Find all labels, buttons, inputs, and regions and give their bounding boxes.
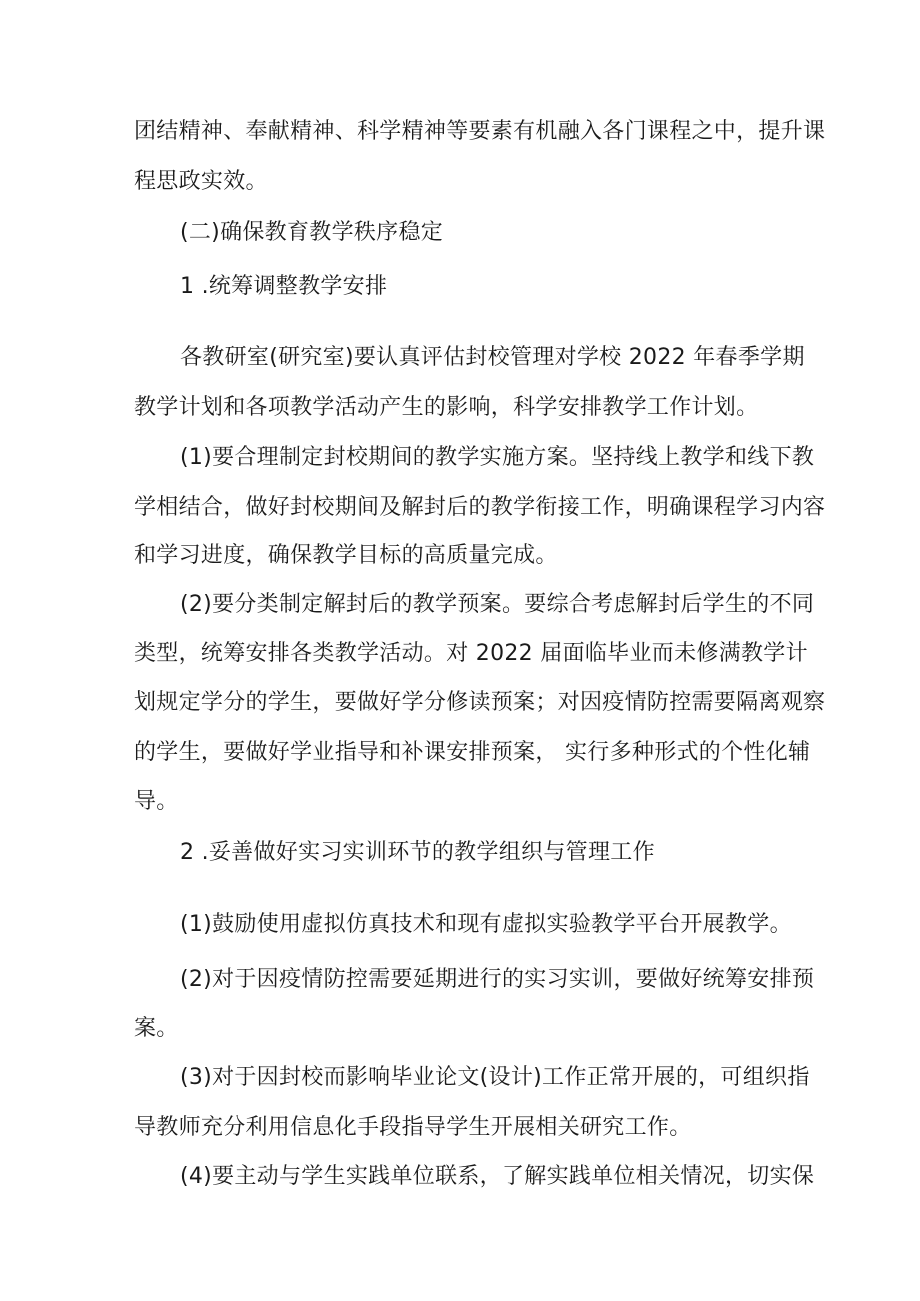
paragraph-line: 团结精神、奉献精神、科学精神等要素有机融入各门课程之中，提升课 [134,119,826,144]
paragraph-line: 导。 [134,789,179,814]
paragraph-line: 类型，统筹安排各类教学活动。对 2022 届面临毕业而未修满教学计 [134,641,808,666]
paragraph-line: (1)要合理制定封校期间的教学实施方案。坚持线上教学和线下教 [180,445,815,470]
paragraph-line: 和学习进度，确保教学目标的高质量完成。 [134,543,558,568]
paragraph-line: 划规定学分的学生，要做好学分修读预案；对因疫情防控需要隔离观察 [134,690,826,715]
paragraph-line: (3)对于因封校而影响毕业论文(设计)工作正常开展的，可组织指 [180,1065,810,1090]
paragraph-line: 教学计划和各项教学活动产生的影响，科学安排教学工作计划。 [134,395,759,420]
paragraph-line: (2)对于因疫情防控需要延期进行的实习实训，要做好统筹安排预 [180,967,815,992]
subsection-heading: 1 .统筹调整教学安排 [180,274,388,299]
section-heading: (二)确保教育教学秩序稳定 [180,220,444,245]
paragraph-line: (4)要主动与学生实践单位联系，了解实践单位相关情况，切实保 [180,1164,815,1189]
paragraph-line: 各教研室(研究室)要认真评估封校管理对学校 2022 年春季学期 [180,345,805,370]
subsection-heading: 2 .妥善做好实习实训环节的教学组织与管理工作 [180,840,655,865]
paragraph-line: 导教师充分利用信息化手段指导学生开展相关研究工作。 [134,1115,692,1140]
paragraph-line: 程思政实效。 [134,169,268,194]
paragraph-line: (1)鼓励使用虚拟仿真技术和现有虚拟实验教学平台开展教学。 [180,912,792,937]
paragraph-line: 案。 [134,1016,179,1041]
paragraph-line: (2)要分类制定解封后的教学预案。要综合考虑解封后学生的不同 [180,592,815,617]
paragraph-line: 的学生，要做好学业指导和补课安排预案， 实行多种形式的个性化辅 [134,740,811,765]
paragraph-line: 学相结合，做好封校期间及解封后的教学衔接工作，明确课程学习内容 [134,495,826,520]
